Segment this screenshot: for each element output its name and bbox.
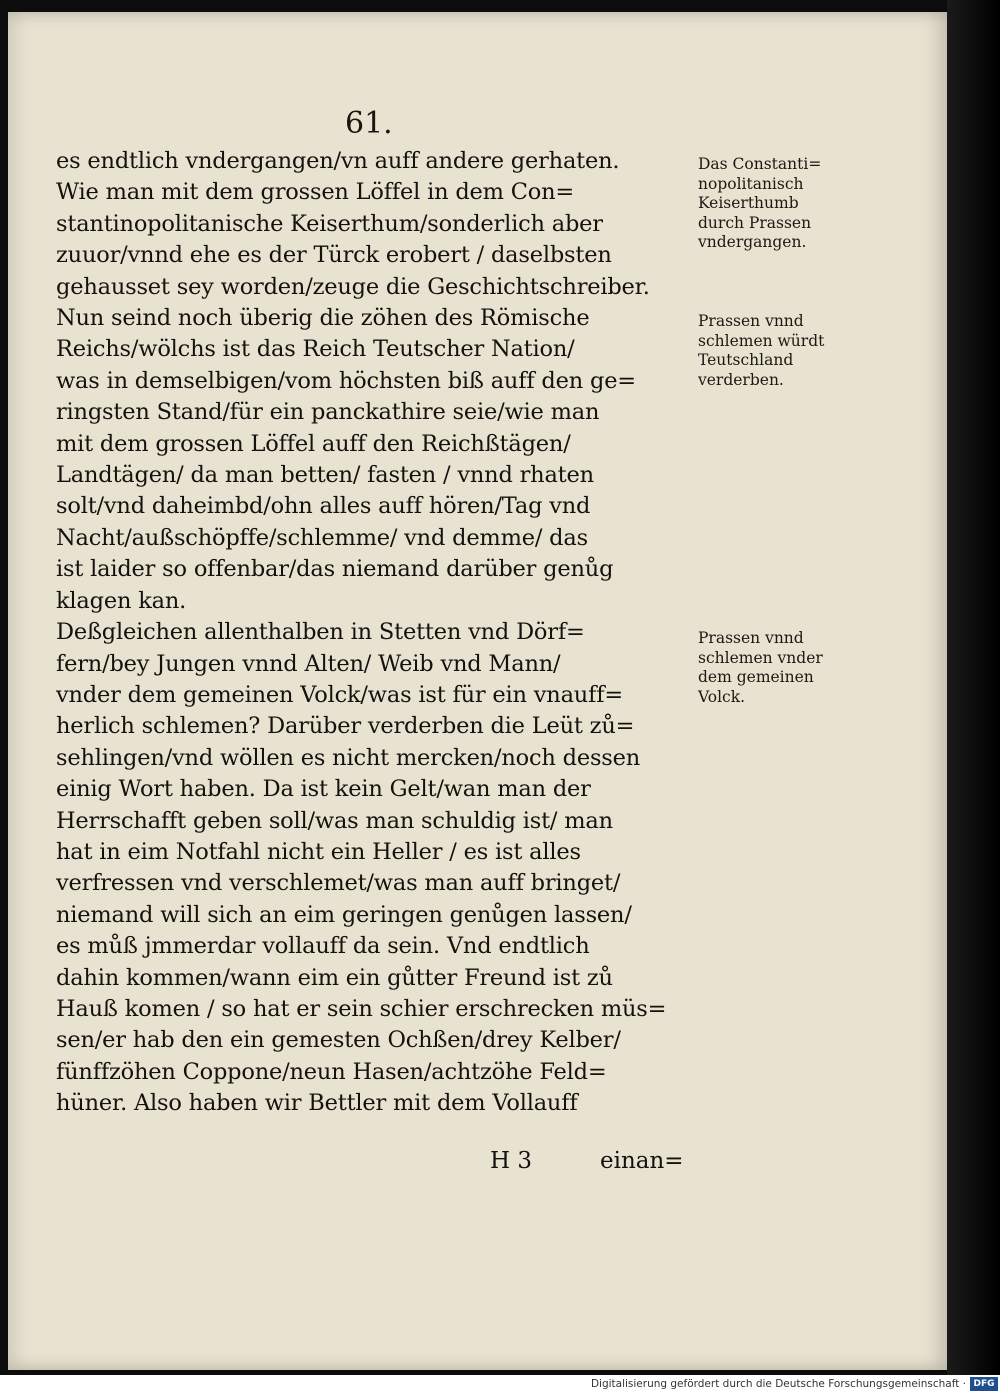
text-line: verfressen vnd verschlemet/was man auff bringet/ [56, 870, 621, 897]
text-line: Nun seind noch überig die zöhen des Römische [56, 305, 590, 332]
margin-note-line: dem gemeinen [698, 668, 814, 687]
text-line: stantinopolitanische Keiserthum/sonderlich aber [56, 210, 603, 237]
text-line: was in demselbigen/vom höchsten biß auff den ge= [56, 367, 636, 394]
text-line: ist laider so offenbar/das niemand darüber genůg [56, 556, 614, 583]
footer-bar [0, 1375, 1000, 1395]
book-gutter [947, 0, 1000, 1375]
text-line: sen/er hab den ein gemesten Ochßen/drey Kelber/ [56, 1027, 621, 1054]
margin-note-line: vndergangen. [698, 233, 807, 252]
margin-note-line: Teutschland [698, 351, 794, 370]
text-line: es endtlich vndergangen/vn auff andere gerhaten. [56, 148, 620, 174]
text-line: hüner. Also haben wir Bettler mit dem Vollauff [56, 1090, 578, 1117]
signature-mark: H 3 [490, 1148, 533, 1174]
text-line: es můß jmmerdar vollauff da sein. Vnd endtlich [56, 933, 590, 960]
text-line: Landtägen/ da man betten/ fasten / vnnd rhaten [56, 462, 594, 489]
text-line: niemand will sich an eim geringen genůgen lassen/ [56, 901, 632, 928]
page-number: 61. [345, 106, 393, 141]
text-line: Wie man mit dem grossen Löffel in dem Con= [56, 179, 575, 206]
margin-note-constantinople [698, 155, 858, 253]
margin-note-line: durch Prassen [698, 213, 812, 232]
text-line: vnder dem gemeinen Volck/was ist für ein vnauff= [56, 681, 623, 708]
text-line: fünffzöhen Coppone/neun Hasen/achtzöhe Feld= [56, 1058, 607, 1085]
text-line: klagen kan. [56, 587, 187, 614]
margin-note-line: Volck. [698, 687, 746, 706]
margin-note-line: schlemen würdt [698, 331, 825, 350]
text-line: sehlingen/vnd wöllen es nicht mercken/noch dessen [56, 744, 641, 771]
main-text-block [56, 146, 706, 1120]
margin-note-teutschland [698, 312, 858, 390]
text-line: mit dem grossen Löffel auff den Reichßtägen/ [56, 430, 571, 457]
text-line: Deßgleichen allenthalben in Stetten vnd Dörf= [56, 619, 585, 646]
text-line: Reichs/wölchs ist das Reich Teutscher Nation/ [56, 336, 575, 363]
dfg-logo: DFG [970, 1377, 998, 1391]
text-line: Herrschafft geben soll/was man schuldig ist/ man [56, 807, 613, 834]
margin-note-line: schlemen vnder [698, 648, 823, 667]
text-line: dahin kommen/wann eim ein gůtter Freund ist zů [56, 964, 613, 991]
margin-note-line: Prassen vnnd [698, 312, 804, 330]
text-line: Nacht/außschöpffe/schlemme/ vnd demme/ das [56, 524, 588, 551]
margin-note-gemeinen-volck [698, 629, 858, 707]
text-line: Hauß komen / so hat er sein schier erschrecken müs= [56, 995, 667, 1022]
margin-note-line: verderben. [698, 370, 784, 389]
margin-note-line: nopolitanisch [698, 174, 804, 193]
text-line: einig Wort haben. Da ist kein Gelt/wan man der [56, 776, 591, 803]
catchword: einan= [600, 1148, 684, 1174]
text-line: herlich schlemen? Darüber verderben die Leüt zů= [56, 713, 635, 740]
text-line: ringsten Stand/für ein panckathire seie/wie man [56, 399, 600, 426]
margin-note-line: Das Constanti= [698, 155, 822, 173]
margin-note-line: Keiserthumb [698, 194, 799, 213]
margin-note-line: Prassen vnnd [698, 629, 804, 647]
text-line: hat in eim Notfahl nicht ein Heller / es ist alles [56, 838, 581, 865]
text-line: solt/vnd daheimbd/ohn alles auff hören/Tag vnd [56, 493, 591, 520]
text-line: gehausset sey worden/zeuge die Geschichtschreiber. [56, 273, 650, 300]
text-line: zuuor/vnnd ehe es der Türck erobert / daselbsten [56, 242, 612, 269]
footer-credit: Digitalisierung gefördert durch die Deutsche Forschungsgemeinschaft · [590, 1378, 966, 1390]
text-line: fern/bey Jungen vnnd Alten/ Weib vnd Mann/ [56, 650, 561, 677]
